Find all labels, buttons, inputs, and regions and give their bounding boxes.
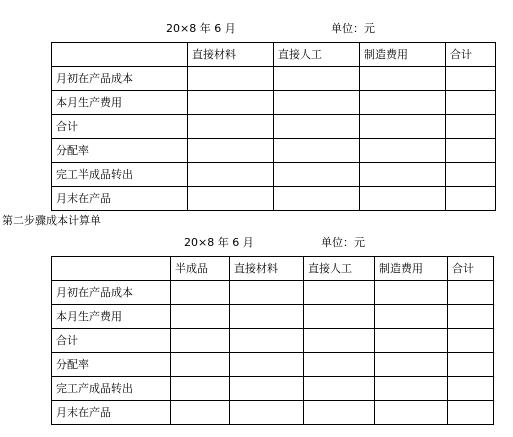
table-row	[52, 163, 496, 187]
sheet2-header-cell: 合计	[448, 257, 494, 281]
sheet1-row-label: 完工半成品转出	[52, 163, 188, 187]
sheet2-row-label: 月末在产品	[52, 401, 171, 425]
sheet1-row-label: 本月生产费用	[52, 91, 188, 115]
sheet1-header-cell: 直接材料	[188, 43, 274, 67]
table-row	[52, 115, 496, 139]
empty-cell	[274, 91, 360, 115]
sheet1-table	[51, 42, 496, 211]
empty-cell	[304, 305, 375, 329]
sheet2-header-cell: 直接材料	[230, 257, 304, 281]
section2-title: 第二步骤成本计算单	[2, 214, 101, 227]
empty-cell	[304, 329, 375, 353]
sheet2-row-label: 完工产成品转出	[52, 377, 171, 401]
empty-cell	[188, 163, 274, 187]
sheet2-row-label: 本月生产费用	[52, 305, 171, 329]
sheet1-unit: 单位：元	[331, 22, 375, 35]
sheet2-table	[51, 256, 494, 425]
sheet1-date: 20×8 年 6 月	[166, 22, 236, 35]
empty-cell	[304, 281, 375, 305]
sheet2-date: 20×8 年 6 月	[184, 236, 254, 249]
empty-cell	[304, 353, 375, 377]
table-row	[52, 305, 494, 329]
sheet1-row-label: 合计	[52, 115, 188, 139]
empty-cell	[360, 187, 446, 211]
empty-cell	[446, 187, 496, 211]
table-row	[52, 139, 496, 163]
sheet1-row-label: 月末在产品	[52, 187, 188, 211]
empty-cell	[171, 305, 230, 329]
empty-cell	[448, 305, 494, 329]
empty-cell	[375, 305, 448, 329]
empty-cell	[446, 115, 496, 139]
empty-cell	[274, 187, 360, 211]
table-row	[52, 353, 494, 377]
empty-cell	[230, 281, 304, 305]
empty-cell	[360, 163, 446, 187]
empty-cell	[230, 377, 304, 401]
empty-cell	[171, 353, 230, 377]
empty-cell	[360, 139, 446, 163]
empty-cell	[230, 329, 304, 353]
empty-cell	[171, 377, 230, 401]
empty-cell	[375, 329, 448, 353]
empty-cell	[274, 115, 360, 139]
empty-cell	[448, 353, 494, 377]
empty-cell	[274, 67, 360, 91]
empty-cell	[448, 377, 494, 401]
empty-cell	[448, 281, 494, 305]
empty-cell	[375, 401, 448, 425]
empty-cell	[274, 163, 360, 187]
sheet2-row-label: 合计	[52, 329, 171, 353]
sheet1-header-cell: 制造费用	[360, 43, 446, 67]
empty-cell	[446, 163, 496, 187]
empty-cell	[230, 401, 304, 425]
empty-cell	[304, 377, 375, 401]
sheet1-header-cell: 合计	[446, 43, 496, 67]
empty-cell	[375, 353, 448, 377]
empty-cell	[230, 305, 304, 329]
empty-cell	[188, 115, 274, 139]
empty-cell	[188, 67, 274, 91]
empty-cell	[360, 67, 446, 91]
sheet1-header-row	[52, 43, 496, 67]
empty-cell	[360, 115, 446, 139]
sheet2-header-cell	[52, 257, 171, 281]
sheet2-header-cell: 制造费用	[375, 257, 448, 281]
sheet2-header-cell: 半成品	[171, 257, 230, 281]
empty-cell	[448, 329, 494, 353]
empty-cell	[188, 139, 274, 163]
sheet2-row-label: 分配率	[52, 353, 171, 377]
table-row	[52, 91, 496, 115]
sheet2-header-cell: 直接人工	[304, 257, 375, 281]
empty-cell	[446, 139, 496, 163]
empty-cell	[274, 139, 360, 163]
sheet2-unit: 单位：元	[321, 236, 365, 249]
sheet2-row-label: 月初在产品成本	[52, 281, 171, 305]
empty-cell	[375, 377, 448, 401]
empty-cell	[375, 281, 448, 305]
empty-cell	[446, 91, 496, 115]
empty-cell	[171, 329, 230, 353]
sheet2-header-row	[52, 257, 494, 281]
empty-cell	[188, 187, 274, 211]
empty-cell	[188, 91, 274, 115]
table-row	[52, 329, 494, 353]
empty-cell	[446, 67, 496, 91]
table-row	[52, 187, 496, 211]
table-row	[52, 377, 494, 401]
sheet1-row-label: 月初在产品成本	[52, 67, 188, 91]
sheet1-header-cell	[52, 43, 188, 67]
sheet1-row-label: 分配率	[52, 139, 188, 163]
empty-cell	[304, 401, 375, 425]
empty-cell	[448, 401, 494, 425]
empty-cell	[171, 281, 230, 305]
empty-cell	[360, 91, 446, 115]
empty-cell	[171, 401, 230, 425]
table-row	[52, 401, 494, 425]
sheet1-header-cell: 直接人工	[274, 43, 360, 67]
table-row	[52, 67, 496, 91]
empty-cell	[230, 353, 304, 377]
table-row	[52, 281, 494, 305]
